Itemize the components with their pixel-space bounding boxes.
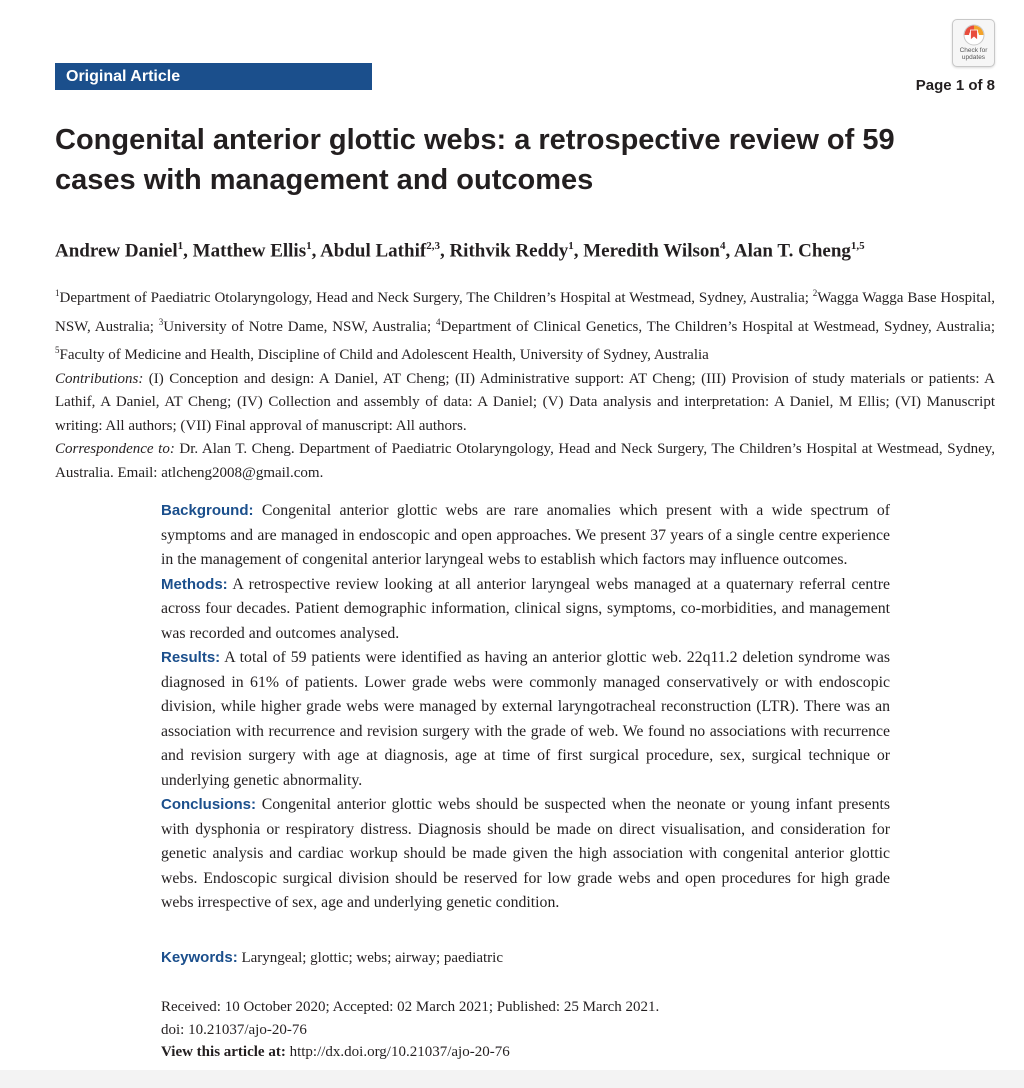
view-article-label: View this article at: bbox=[161, 1044, 286, 1060]
author-name: Matthew Ellis bbox=[192, 240, 307, 262]
affiliation-mark: 1 bbox=[55, 288, 60, 298]
background-text: Congenital anterior glottic webs are rare anomalies which present with a wide spectrum of symptoms and are managed in endoscopic and open approaches. We present 37 years of a single centre experience in the management of congenital anterior laryngeal webs to establish which factors may influence outcomes. bbox=[161, 502, 890, 568]
author-name: Andrew Daniel bbox=[55, 240, 178, 262]
view-article bbox=[161, 1041, 890, 1064]
author-list bbox=[55, 233, 995, 264]
author-affiliation-mark: 1 bbox=[568, 240, 574, 252]
author-name: Abdul Lathif bbox=[320, 240, 427, 262]
affiliation-mark: 3 bbox=[158, 316, 164, 327]
results-heading: Results: bbox=[161, 649, 221, 666]
doi: doi: 10.21037/ajo-20-76 bbox=[161, 1021, 307, 1038]
author-affiliation-mark: 2,3 bbox=[426, 240, 440, 252]
keywords-heading: Keywords: bbox=[161, 949, 238, 966]
affiliation-text: Department of Clinical Genetics, The Children’s Hospital at Westmead, Sydney, Australia; bbox=[440, 318, 995, 335]
correspondence-label: Correspondence to: bbox=[55, 441, 175, 457]
author-separator: , bbox=[573, 240, 584, 262]
affiliation-text: Wagga Wagga Base Hospital, NSW, Australia; bbox=[55, 290, 995, 335]
methods-heading: Methods: bbox=[161, 575, 228, 593]
results-text: A total of 59 patients were identified as having an anterior glottic web. 22q11.2 deletion syndrome was diagnosed in 61% of patients. Lower grade webs were commonly managed conservatively or with endoscopic division, while higher grade webs were managed by external laryngotracheal reconstruction (LTR). There was an association with recurrence and revision surgery with the grade of web. We found no associations with recurrence and revision surgery with age at diagnosis, age at time of first surgical procedure, sex, surgical technique or underlying genetic abnormality. bbox=[161, 649, 890, 789]
article-url-link[interactable]: http://dx.doi.org/10.21037/ajo-20-76 bbox=[285, 1044, 510, 1060]
author-affiliation-mark: 1,5 bbox=[850, 240, 865, 252]
page-bottom-edge bbox=[0, 1070, 1024, 1088]
methods-text: A retrospective review looking at all anterior laryngeal webs managed at a quaternary referral centre across four decades. Patient demographic information, clinical signs, symptoms, co-morbidities, and management was recorded and outcomes analysed. bbox=[161, 575, 890, 642]
abstract-conclusions bbox=[161, 793, 890, 916]
correspondence-text: Dr. Alan T. Cheng. Department of Paediatric Otolaryngology, Head and Neck Surgery, The Children’s Hospital at Westmead, Sydney, Australia. Email: atlcheng2008@gmail.com. bbox=[55, 441, 995, 481]
abstract bbox=[161, 499, 890, 916]
author-separator: , bbox=[311, 240, 321, 262]
keywords-text: Laryngeal; glottic; webs; airway; paediatric bbox=[237, 950, 503, 966]
author-affiliation-mark: 1 bbox=[306, 240, 312, 252]
correspondence bbox=[55, 438, 995, 485]
author-name: Alan T. Cheng bbox=[733, 240, 851, 262]
check-for-updates-button[interactable] bbox=[952, 19, 995, 67]
affiliations bbox=[55, 282, 995, 368]
abstract-background bbox=[161, 499, 890, 573]
abstract-results bbox=[161, 646, 890, 793]
affiliation-text: Faculty of Medicine and Health, Discipline of Child and Adolescent Health, University of Sydney, Australia bbox=[59, 347, 709, 363]
author-affiliation-mark: 1 bbox=[177, 240, 184, 252]
author-separator: , bbox=[183, 240, 193, 262]
affiliation-mark: 2 bbox=[812, 288, 818, 298]
bookmark-icon bbox=[963, 24, 985, 46]
contributions-text: (I) Conception and design: A Daniel, AT Cheng; (II) Administrative support: AT Cheng; (III) Provision of study materials or patients: A Lathif, A Daniel, AT Cheng; (IV) Collection and assembly of data: A Daniel; (V) Data analysis and interpretation: A Daniel, M Ellis; (VI) Manuscript writing: All authors; (VII) Final approval of manuscript: All authors. bbox=[55, 370, 995, 434]
keywords bbox=[161, 947, 890, 969]
page-number: Page 1 of 8 bbox=[915, 77, 995, 94]
conclusions-heading: Conclusions: bbox=[161, 796, 257, 813]
author-name: Rithvik Reddy bbox=[449, 240, 569, 262]
affiliation-text: University of Notre Dame, NSW, Australia; bbox=[163, 318, 436, 335]
conclusions-text: Congenital anterior glottic webs should be suspected when the neonate or young infant presents with dysphonia or respiratory distress. Diagnosis should be made on direct visualisation, and consideration for genetic analysis and cardiac workup should be made given the high association with congenital anterior glottic webs. Endoscopic surgical division should be reserved for low grade webs and open procedures for high grade webs irrespective of sex, age and underlying genetic condition. bbox=[161, 796, 890, 911]
affiliation-text: Department of Paediatric Otolaryngology, Head and Neck Surgery, The Children’s Hospital at Westmead, Sydney, Australia; bbox=[59, 290, 813, 306]
abstract-methods bbox=[161, 573, 890, 647]
article-type-badge: Original Article bbox=[55, 63, 372, 90]
background-heading: Background: bbox=[161, 502, 254, 519]
publication-info bbox=[161, 996, 890, 1064]
affiliations-block bbox=[55, 282, 995, 485]
author-separator: , bbox=[725, 240, 734, 262]
affiliation-mark: 5 bbox=[55, 345, 60, 355]
affiliation-mark: 4 bbox=[435, 316, 441, 327]
author-name: Meredith Wilson bbox=[583, 240, 720, 262]
author-separator: , bbox=[439, 240, 450, 262]
check-updates-label: Check for updates bbox=[959, 47, 988, 61]
publication-dates: Received: 10 October 2020; Accepted: 02 March 2021; Published: 25 March 2021. bbox=[161, 999, 660, 1015]
author-affiliation-mark: 4 bbox=[719, 240, 726, 252]
contributions-label: Contributions: bbox=[55, 370, 144, 387]
article-title: Congenital anterior glottic webs: a retrospective review of 59 cases with management and outcomes bbox=[55, 124, 895, 196]
contributions bbox=[55, 368, 995, 439]
